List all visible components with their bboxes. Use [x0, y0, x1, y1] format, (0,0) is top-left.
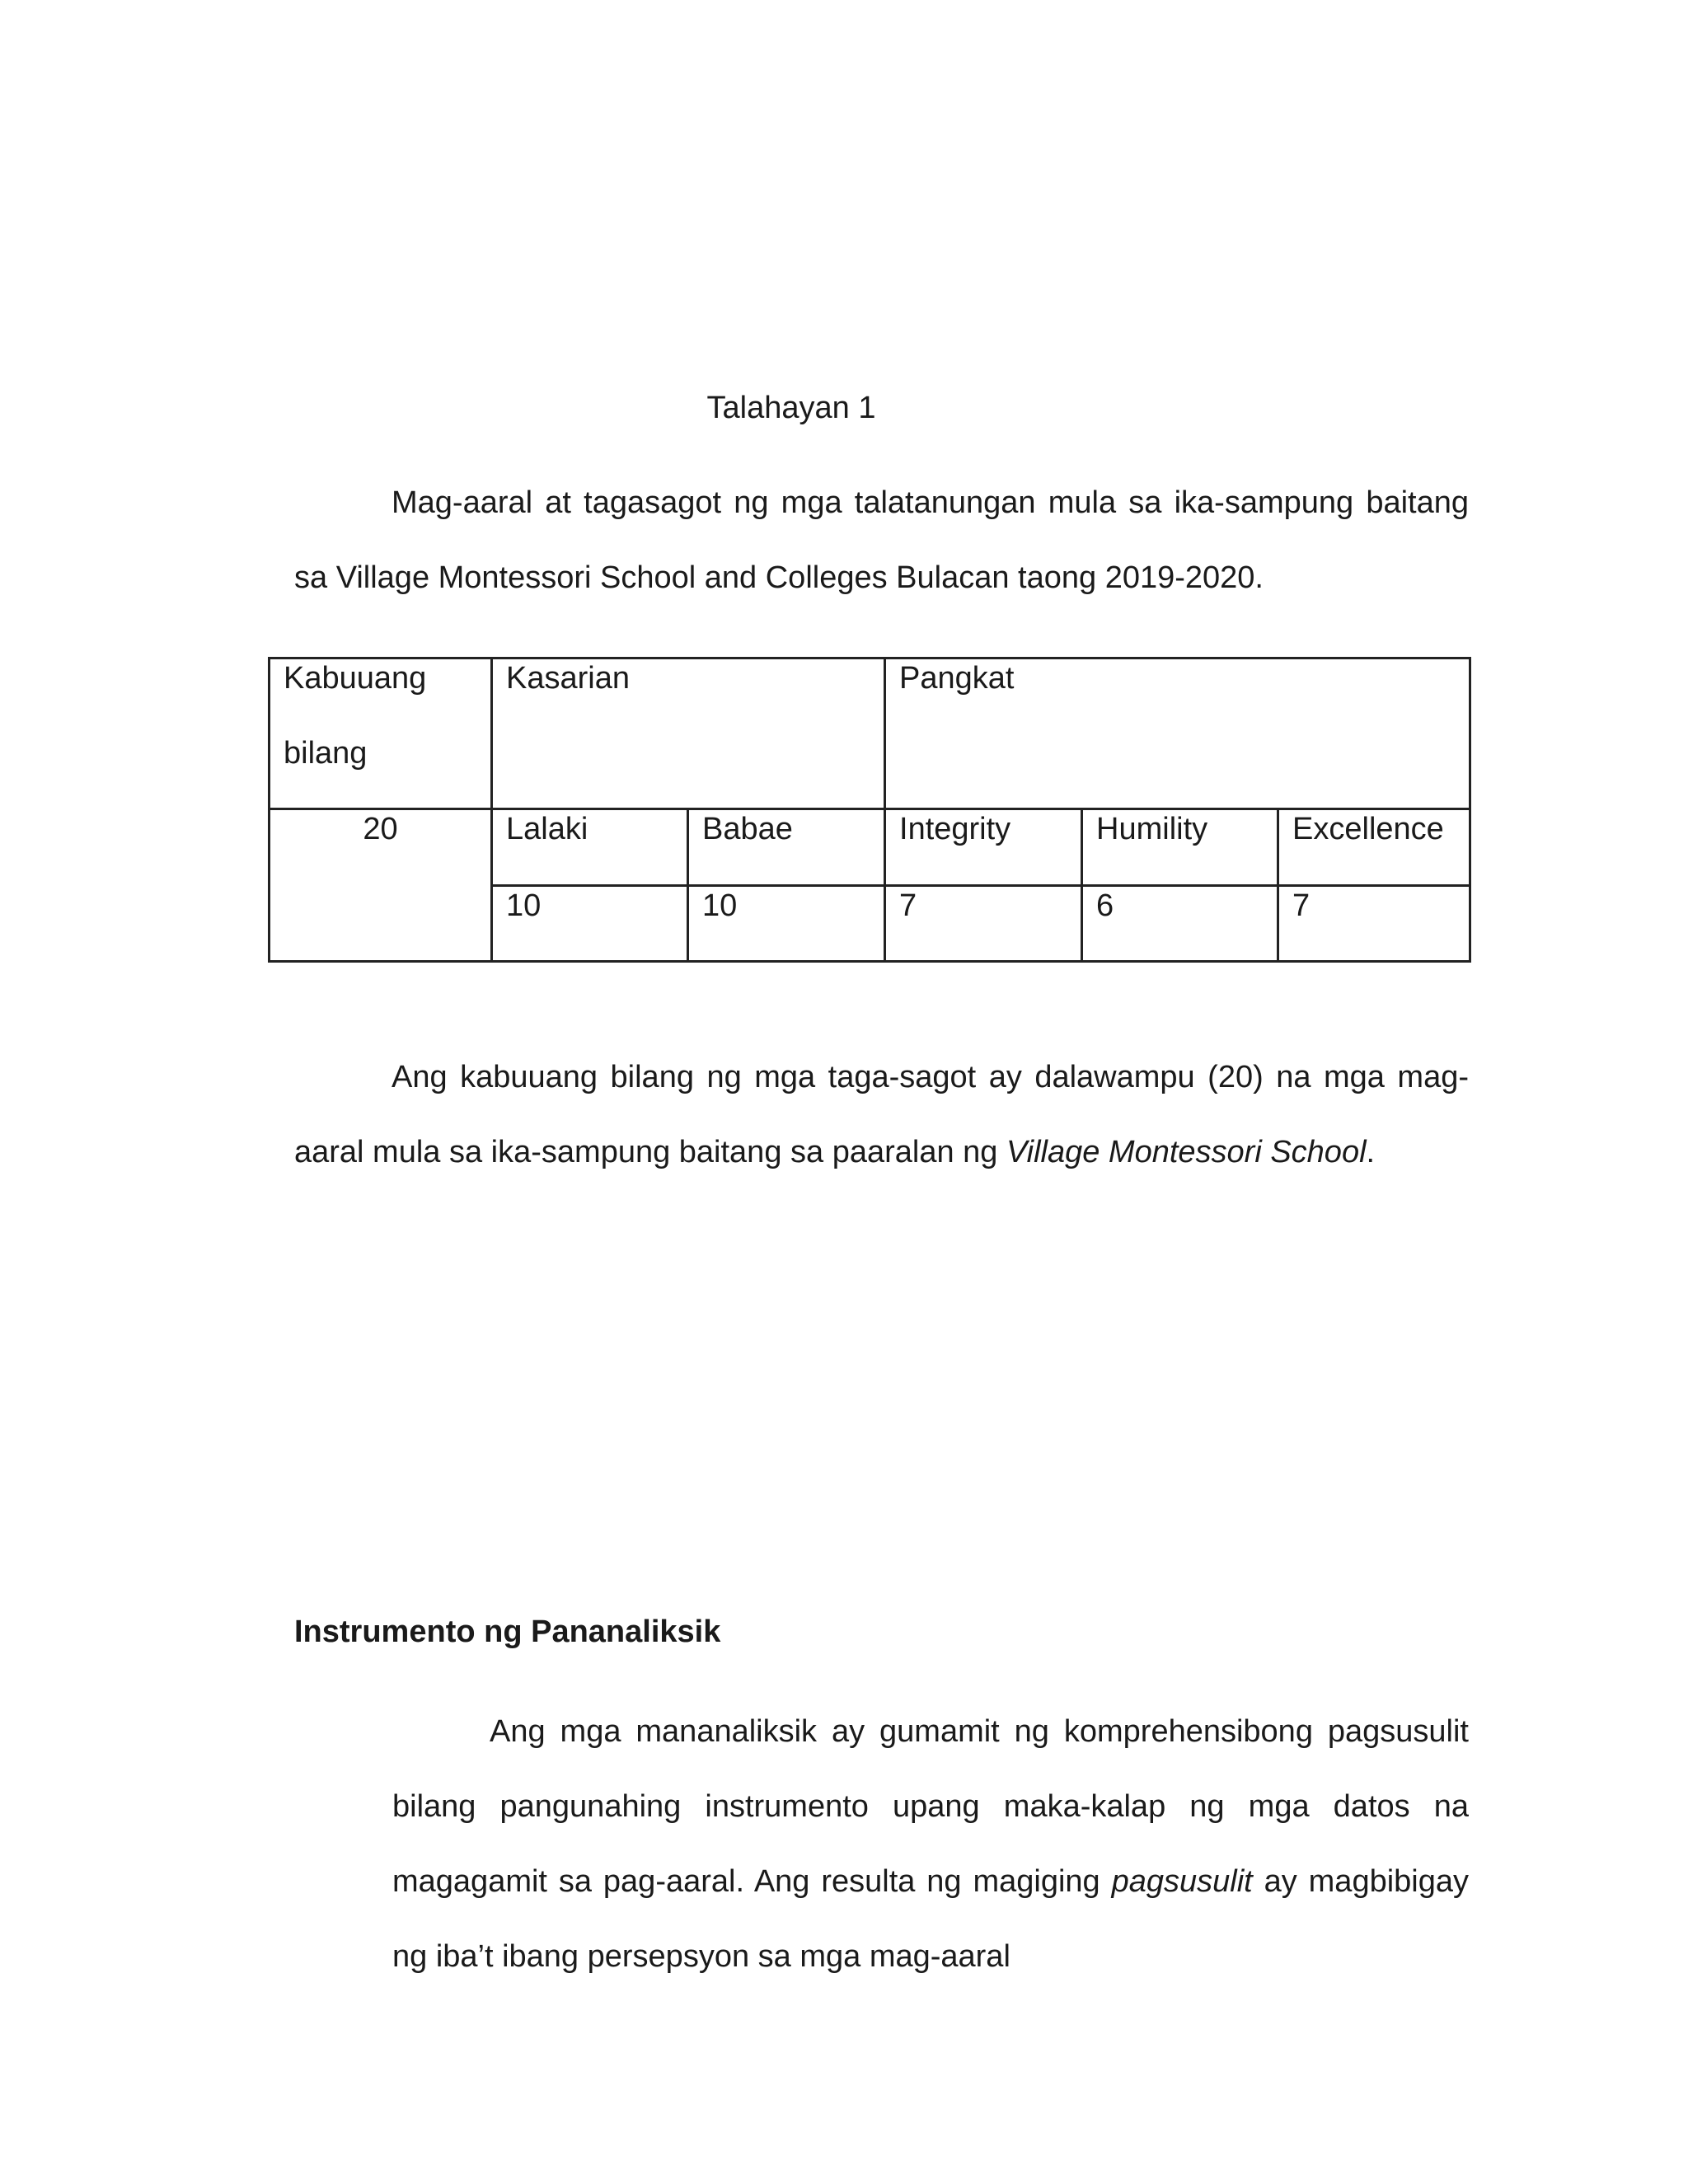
table-cell — [1278, 886, 1470, 962]
table-cell — [1082, 886, 1278, 962]
value-humility: 6 — [1096, 888, 1114, 923]
value-excellence: 7 — [1292, 888, 1311, 923]
section-header-cell — [885, 658, 1470, 809]
summary-text: Ang kabuuang bilang ng mga taga-sagot ay dalawampu (20) na mga mag-aaral mula sa ika-sampung baitang sa paaralan ng — [294, 1060, 1469, 1169]
table-cell — [688, 886, 885, 962]
total-header-cell — [270, 658, 492, 809]
summary-period: . — [1366, 1135, 1376, 1169]
table-cell — [885, 886, 1082, 962]
section-text-end: ay magbibigay ng iba’t ibang persepsyon sa mga mag-aaral — [392, 1864, 1469, 1974]
section-heading: Instrumento ng Pananaliksik — [294, 1615, 721, 1649]
subheader-integrity: Integrity — [899, 812, 1011, 846]
total-header-label: Kabuuang bilang — [284, 661, 427, 771]
intro-paragraph — [294, 466, 1469, 616]
gender-header-cell — [492, 658, 885, 809]
table-header-row — [270, 658, 1470, 809]
summary-school-name: Village Montessori School — [1006, 1135, 1367, 1169]
subheader-excellence: Excellence — [1292, 812, 1444, 846]
table-cell — [492, 886, 688, 962]
value-male: 10 — [506, 888, 542, 923]
value-female: 10 — [702, 888, 738, 923]
section-header-label: Pangkat — [899, 661, 1015, 696]
intro-text: Mag-aaral at tagasagot ng mga talatanungan mula sa ika-sampung baitang sa Village Montessori School and Colleges Bulacan taong 2019-2020. — [294, 485, 1469, 595]
gender-header-label: Kasarian — [506, 661, 630, 696]
subheader-humility: Humility — [1096, 812, 1208, 846]
respondents-table — [268, 657, 1471, 963]
subheader-male: Lalaki — [506, 812, 588, 846]
total-value: 20 — [363, 812, 398, 846]
value-integrity: 7 — [899, 888, 917, 923]
section-italic-term: pagsusulit — [1111, 1864, 1253, 1899]
summary-paragraph — [294, 1040, 1469, 1190]
section-text: Ang mga mananaliksik ay gumamit ng komprehensibong pagsusulit bilang pangunahing instrumento upang maka-kalap ng mga datos na magagamit sa pag-aaral. Ang resulta ng magiging — [392, 1714, 1469, 1899]
table-caption: Talahayan 1 — [706, 391, 876, 425]
subheader-female: Babae — [702, 812, 793, 846]
section-paragraph — [392, 1694, 1469, 1994]
total-value-cell — [270, 809, 492, 962]
